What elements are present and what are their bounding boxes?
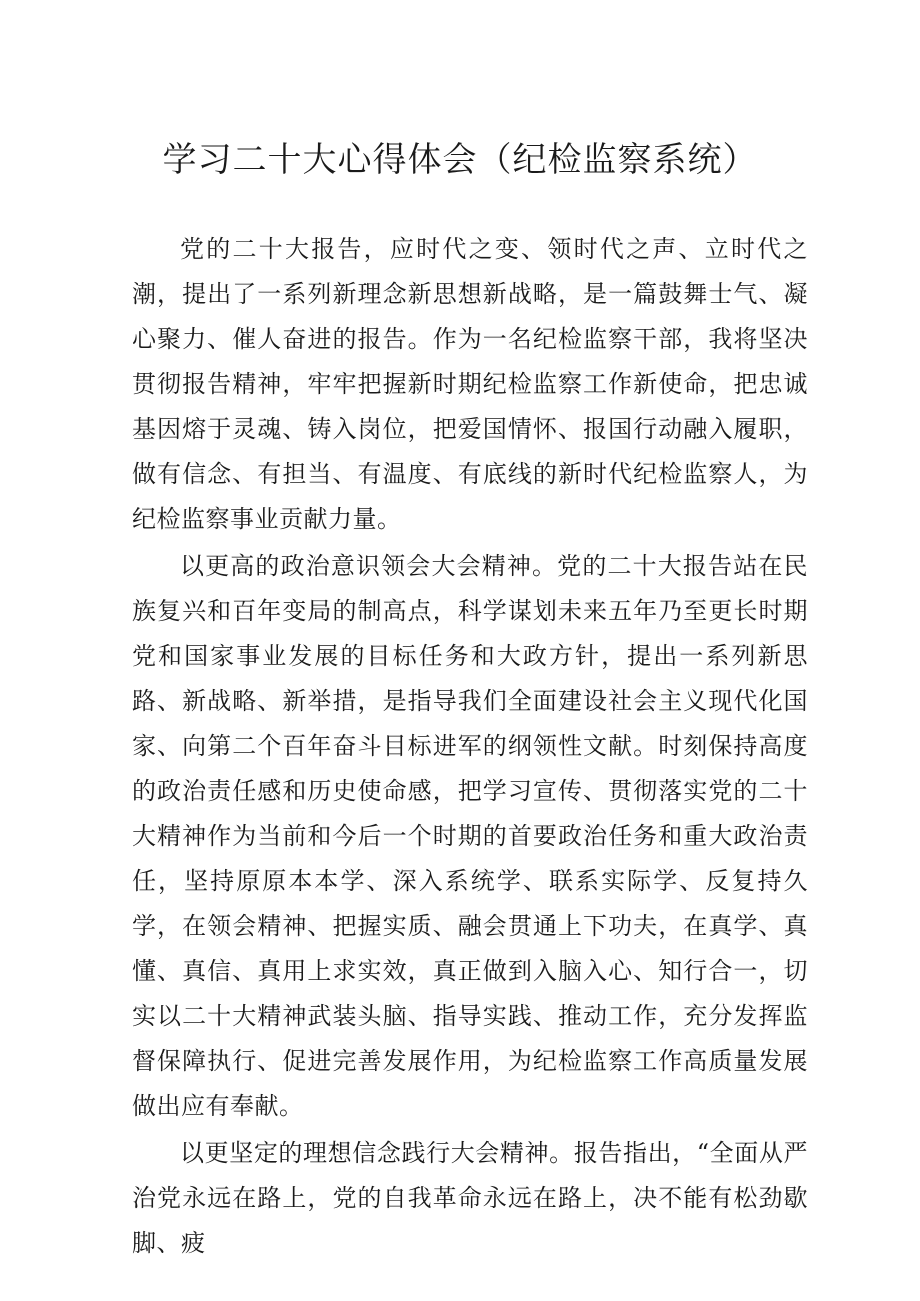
document-title: 学习二十大心得体会（纪检监察系统） <box>162 140 758 180</box>
paragraph-political-awareness: 以更高的政治意识领会大会精神。党的二十大报告站在民族复兴和百年变局的制高点，科学谋划未来五年乃至更长时期党和国家事业发展的目标任务和大政方针，提出一系列新思路、新战略、新举措，是指导我们全面建设社会主义现代化国家、向第二个百年奋斗目标进军的纲领性文献。时刻保持高度的政治责任感和历史使命感，把学习宣传、贯彻落实党的二十大精神作为当前和今后一个时期的首要政治任务和重大政治责任，坚持原原本本学、深入系统学、联系实际学、反复持久学，在领会精神、把握实质、融会贯通上下功夫，在真学、真懂、真信、真用上求实效，真正做到入脑入心、知行合一，切实以二十大精神武装头脑、指导实践、推动工作，充分发挥监督保障执行、促进完善发展作用，为纪检监察工作高质量发展做出应有奉献。 <box>132 552 808 1120</box>
paragraph-ideals-beliefs: 以更坚定的理想信念践行大会精神。报告指出，“全面从严治党永远在路上，党的自我革命永远在路上，决不能有松劲歇脚、疲 <box>132 1139 808 1257</box>
paragraph-intro: 党的二十大报告，应时代之变、领时代之声、立时代之潮，提出了一系列新理念新思想新战略，是一篇鼓舞士气、凝心聚力、催人奋进的报告。作为一名纪检监察干部，我将坚决贯彻报告精神，牢牢把握新时期纪检监察工作新使命，把忠诚基因熔于灵魂、铸入岗位，把爱国情怀、报国行动融入履职，做有信念、有担当、有温度、有底线的新时代纪检监察人，为纪检监察事业贡献力量。 <box>132 235 808 533</box>
document-body <box>132 227 808 1268</box>
